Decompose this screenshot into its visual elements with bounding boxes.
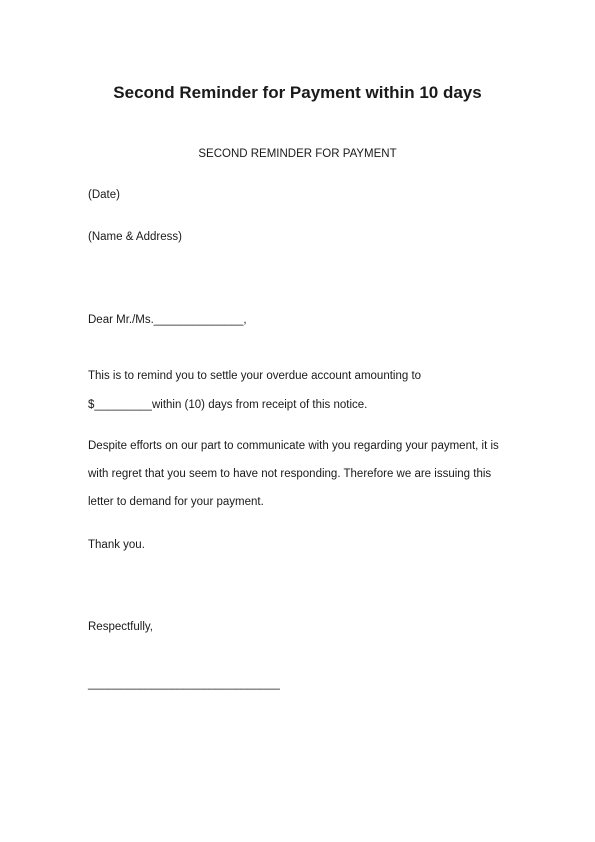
body-line: letter to demand for your payment.: [88, 496, 264, 508]
name-address-placeholder: (Name & Address): [88, 231, 182, 243]
thank-you-line: Thank you.: [88, 539, 145, 551]
letter-subheading: SECOND REMINDER FOR PAYMENT: [198, 148, 397, 160]
body-line: Despite efforts on our part to communicate with you regarding your payment, it is: [88, 440, 499, 452]
date-placeholder: (Date): [88, 189, 120, 201]
body-line: This is to remind you to settle your overdue account amounting to: [88, 370, 422, 382]
closing-line: Respectfully,: [88, 621, 153, 633]
body-line: $_________within (10) days from receipt of this notice.: [88, 399, 368, 411]
body-line: with regret that you seem to have not responding. Therefore we are issuing this: [88, 468, 492, 480]
document-title: Second Reminder for Payment within 10 days: [113, 83, 482, 102]
salutation: Dear Mr./Ms.______________,: [88, 314, 247, 326]
signature-line: ______________________________: [88, 678, 280, 690]
